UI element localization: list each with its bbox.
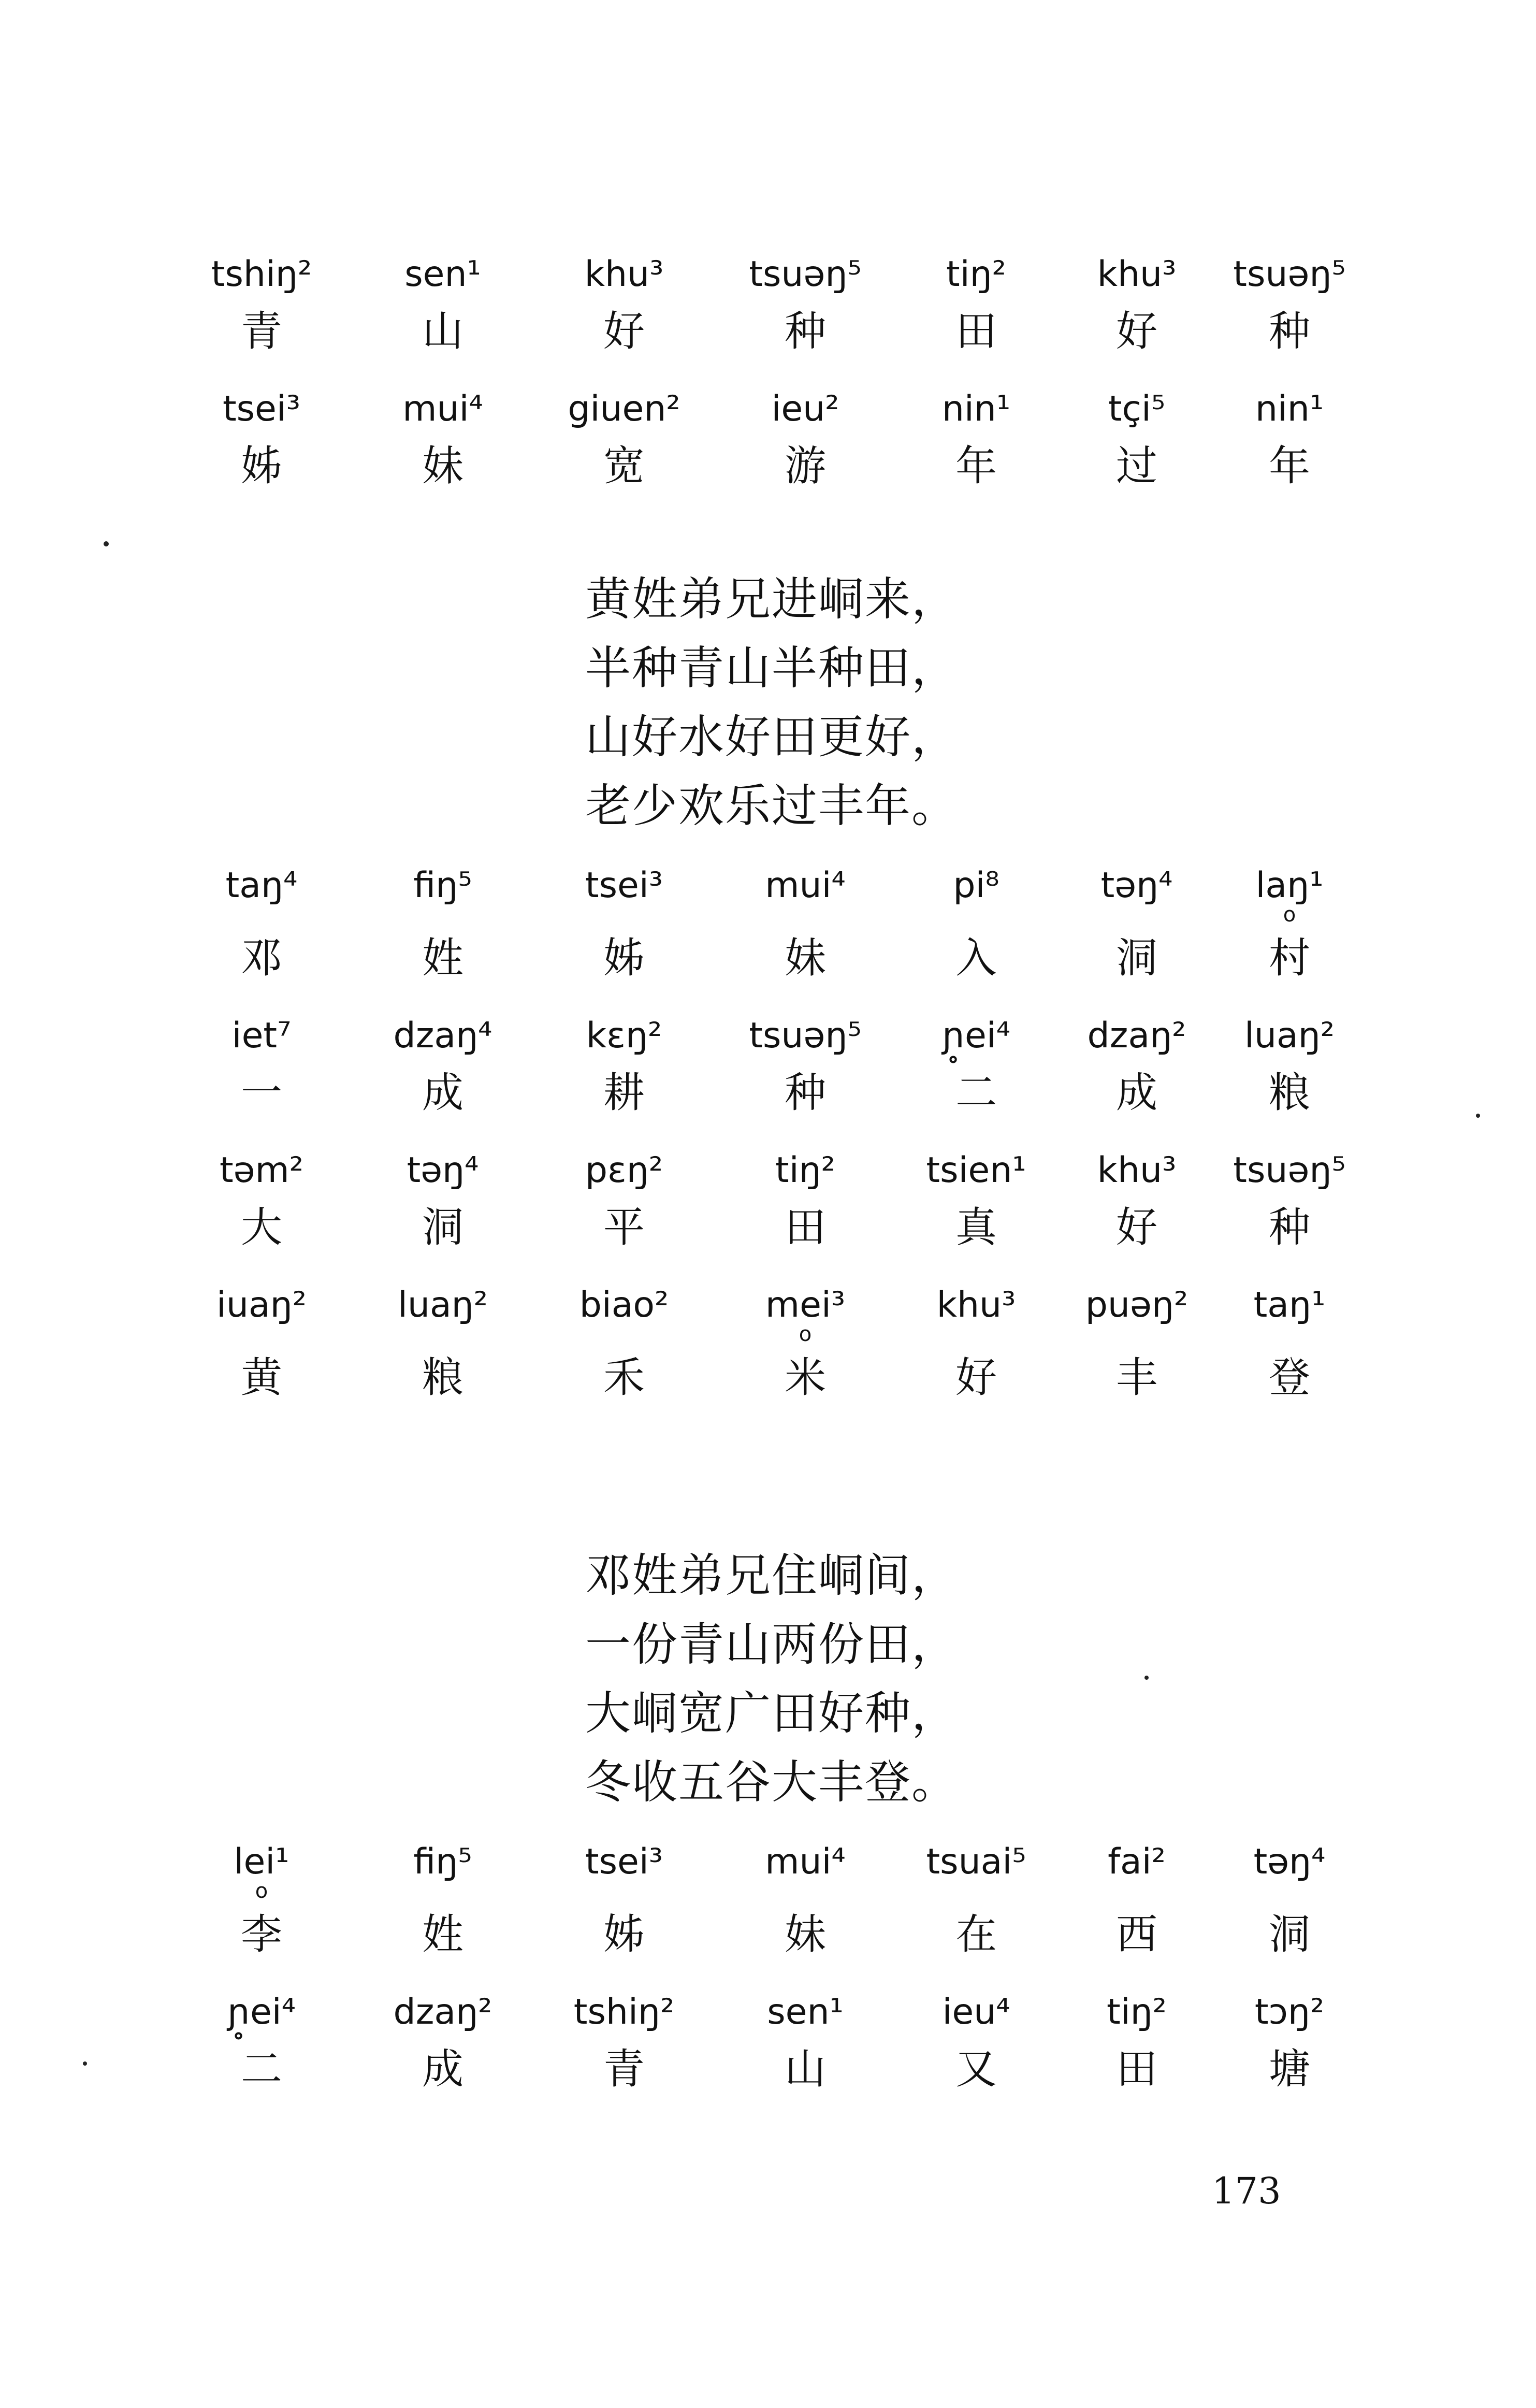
romanized-syllable: nin¹ [1255,388,1324,429]
romanization-row [171,1145,1362,1196]
romanized-syllable: giuen² [568,388,680,429]
verse-line: 邓姓弟兄住峒间， [585,1549,959,1602]
hanzi-character: 二 [241,2045,282,2093]
verse-line: 黄姓弟兄进峒来， [585,572,959,626]
character-row [171,1196,1362,1259]
hanzi-character: 田 [955,307,997,355]
romanized-syllable: tiŋ² [946,254,1006,295]
hanzi-character: 宽 [603,442,645,490]
scan-speck [104,541,109,546]
hanzi-character: 种 [1269,307,1310,355]
hanzi-character: 姓 [422,1910,463,1958]
romanized-syllable: təŋ⁴ [1253,1841,1326,1882]
hanzi-character: 成 [422,2045,463,2093]
song-lines-section-1 [171,249,1362,497]
romanized-syllable: təŋ⁴ [1100,865,1173,906]
romanized-syllable: tsuəŋ⁵ [1233,254,1346,295]
hanzi-character: 成 [422,1069,463,1117]
hanzi-character: 又 [955,2045,997,2093]
romanized-syllable: təm² [220,1150,303,1191]
romanized-syllable: dzaŋ⁴ [393,1015,492,1056]
hanzi-character: 洞 [422,1203,463,1251]
hanzi-character: 粮 [422,1353,463,1402]
romanization-row [171,249,1362,300]
romanized-syllable: tsei³ [222,388,301,429]
hanzi-character: 真 [955,1203,997,1251]
romanized-syllable: iuaŋ² [216,1285,307,1325]
romanization-row [171,1836,1362,1903]
hanzi-character: 一 [241,1069,282,1117]
character-row [171,1062,1362,1124]
verse-line: 半种青山半种田， [585,641,959,695]
hanzi-character: 在 [955,1910,997,1958]
hanzi-character: 好 [603,307,645,355]
romanized-syllable: ieu² [771,388,839,429]
romanized-syllable: fai² [1108,1841,1166,1882]
hanzi-character: 年 [955,442,997,490]
hanzi-character: 山 [785,2045,826,2093]
romanization-row [171,383,1362,435]
romanized-syllable: ieu⁴ [942,1992,1010,2032]
verse-line: 山好水好田更好， [585,710,959,763]
hanzi-character: 粮 [1269,1069,1310,1117]
hanzi-character: 入 [955,934,997,982]
hanzi-character: 耕 [603,1069,645,1117]
romanized-syllable: tiŋ² [1107,1992,1167,2032]
hanzi-character: 禾 [603,1353,645,1402]
hanzi-character: 米 [785,1353,826,1402]
romanization-row [171,1986,1362,2038]
romanized-syllable: pɛŋ² [585,1150,663,1191]
romanized-syllable: iet⁷ [231,1015,292,1056]
romanized-syllable: laŋ¹ o [1217,860,1362,912]
verse-line: 冬收五谷大丰登。 [585,1755,959,1809]
romanized-syllable: kɛŋ² [586,1015,662,1056]
romanized-syllable: fiŋ⁵ [413,1841,472,1882]
hanzi-character: 种 [1269,1203,1310,1251]
hanzi-character: 姊 [241,442,282,490]
verse-line: 大峒宽广田好种， [585,1686,959,1740]
hanzi-character: 二 [955,1069,997,1117]
romanized-syllable: tsei³ [585,865,663,906]
hanzi-character: 妹 [785,934,826,982]
song-lines-section-3 [171,1836,1362,2100]
hanzi-character: 李 [241,1910,282,1958]
romanized-syllable: luaŋ² [397,1285,488,1325]
hanzi-character: 好 [1116,1203,1157,1251]
verse-stanza-1 [585,565,1207,840]
hanzi-character: 青 [241,307,282,355]
hanzi-character: 妹 [785,1910,826,1958]
hanzi-character: 黄 [241,1353,282,1402]
romanized-syllable: tshiŋ² [211,254,312,295]
character-row [171,300,1362,363]
character-row [171,435,1362,497]
hanzi-character: 邓 [241,934,282,982]
romanized-syllable: ɲ̥ei⁴ [942,1015,1010,1056]
romanized-syllable: sen¹ [767,1992,844,2032]
romanized-syllable: sen¹ [404,254,481,295]
hanzi-character: 山 [422,307,463,355]
hanzi-character: 游 [785,442,826,490]
hanzi-character: 青 [603,2045,645,2093]
romanized-syllable: mui⁴ [402,388,483,429]
circle-mark-icon: o [1283,903,1296,927]
verse-line: 一份青山两份田， [585,1618,959,1671]
romanized-syllable: tsuai⁵ [926,1841,1026,1882]
romanized-syllable: tçi⁵ [1108,388,1166,429]
hanzi-character: 洞 [1116,934,1157,982]
circle-mark-icon: o [799,1322,812,1346]
verse-stanza-2 [585,1541,1207,1816]
romanized-syllable: taŋ¹ [1253,1285,1326,1325]
romanized-syllable: tsei³ [585,1841,663,1882]
romanized-syllable: təŋ⁴ [407,1150,479,1191]
romanized-syllable: fiŋ⁵ [413,865,472,906]
hanzi-character: 过 [1116,442,1157,490]
scan-speck [83,2061,87,2066]
romanized-syllable: mui⁴ [765,1841,846,1882]
romanization-row [171,1279,1362,1346]
romanized-syllable: luaŋ² [1244,1015,1335,1056]
song-lines-section-2 [171,860,1362,1409]
character-row [171,1904,1362,1966]
hanzi-character: 妹 [422,442,463,490]
hanzi-character: 姊 [603,1910,645,1958]
romanized-syllable: biao² [579,1285,669,1325]
romanized-syllable: khu³ [1097,1150,1177,1191]
romanized-syllable: tiŋ² [775,1150,835,1191]
romanized-syllable: tɔŋ² [1254,1992,1325,2032]
character-row [171,1347,1362,1409]
romanized-syllable: tsuəŋ⁵ [749,1015,862,1056]
romanized-syllable: khu³ [584,254,664,295]
hanzi-character: 登 [1269,1353,1310,1402]
character-row [171,927,1362,989]
hanzi-character: 好 [955,1353,997,1402]
hanzi-character: 村 [1269,934,1310,982]
scan-speck [1144,1676,1149,1680]
hanzi-character: 种 [785,1069,826,1117]
hanzi-character: 姓 [422,934,463,982]
romanized-syllable: mui⁴ [765,865,846,906]
circle-mark-icon: o [255,1879,268,1903]
romanized-syllable: nin¹ [941,388,1011,429]
hanzi-character: 成 [1116,1069,1157,1117]
hanzi-character: 西 [1116,1910,1157,1958]
hanzi-character: 姊 [603,934,645,982]
romanized-syllable: mei³ o [715,1279,896,1331]
romanized-syllable: tshiŋ² [573,1992,675,2032]
romanized-syllable: taŋ⁴ [225,865,298,906]
hanzi-character: 平 [603,1203,645,1251]
hanzi-character: 田 [1116,2045,1157,2093]
hanzi-character: 洞 [1269,1910,1310,1958]
romanized-syllable: khu³ [1097,254,1177,295]
romanization-row [171,860,1362,927]
romanized-syllable: puəŋ² [1085,1285,1189,1325]
romanized-syllable: ɲ̥ei⁴ [227,1992,296,2032]
hanzi-character: 年 [1269,442,1310,490]
hanzi-character: 丰 [1116,1353,1157,1402]
romanized-syllable: tsien¹ [926,1150,1026,1191]
hanzi-character: 田 [785,1203,826,1251]
hanzi-character: 好 [1116,307,1157,355]
romanized-syllable: dzaŋ² [1087,1015,1186,1056]
romanized-syllable: lei¹ o [171,1836,352,1888]
romanized-syllable: pi⁸ [953,865,999,906]
scan-speck [1476,1114,1480,1118]
character-row [171,2038,1362,2100]
romanized-syllable: dzaŋ² [393,1992,492,2032]
hanzi-character: 种 [785,307,826,355]
romanized-syllable: tsuəŋ⁵ [1233,1150,1346,1191]
romanized-syllable: khu³ [936,1285,1016,1325]
page-number: 173 [1212,2170,1281,2212]
romanization-row [171,1010,1362,1062]
hanzi-character: 大 [241,1203,282,1251]
verse-line: 老少欢乐过丰年。 [585,779,959,832]
hanzi-character: 塘 [1269,2045,1310,2093]
romanized-syllable: tsuəŋ⁵ [749,254,862,295]
